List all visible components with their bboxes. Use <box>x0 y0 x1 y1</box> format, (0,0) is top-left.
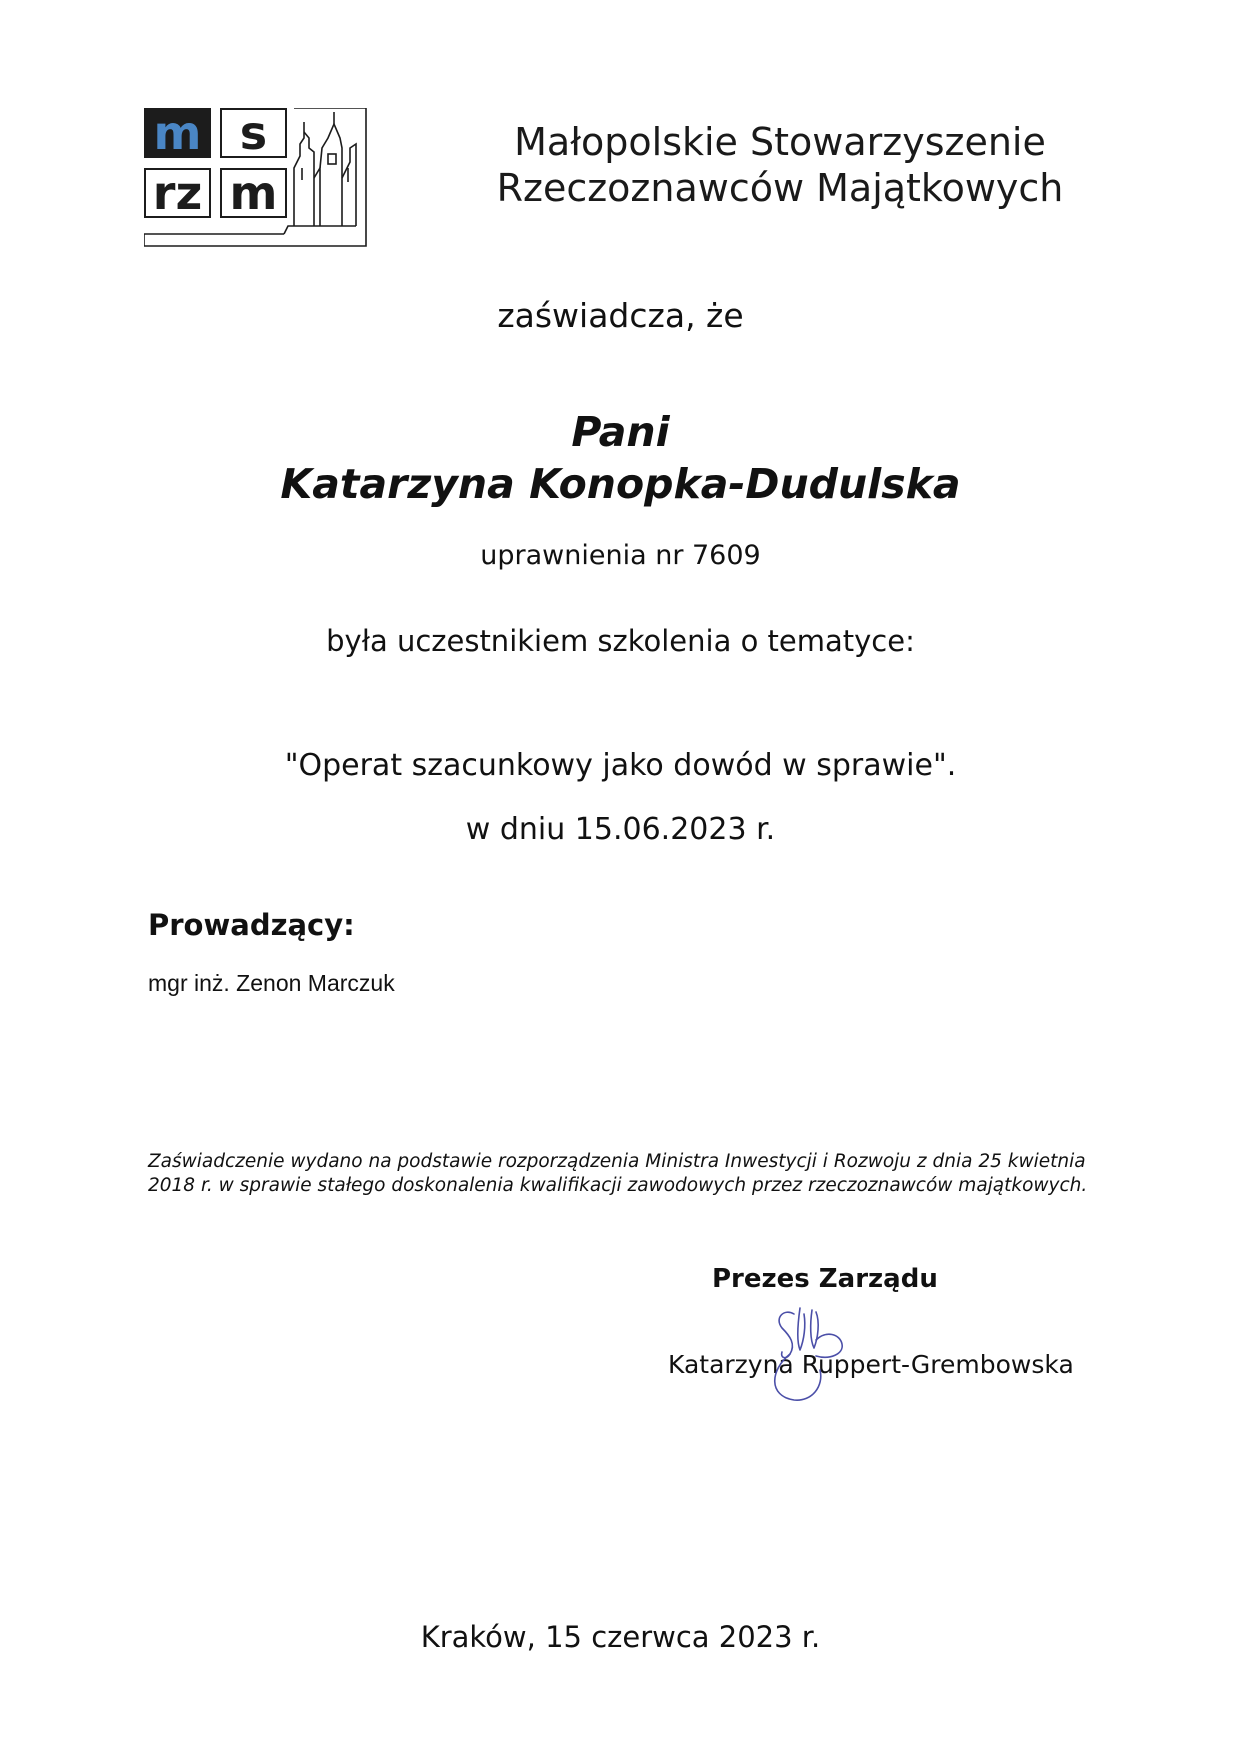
logo-letters-rz: rz <box>144 168 211 218</box>
legal-note-line-1: Zaświadczenie wydano na podstawie rozporządzenia Ministra Inwestycji i Rozwoju z dnia 25 kwietnia <box>148 1151 1086 1172</box>
logo-building-outline-icon <box>144 108 372 250</box>
legal-note-line-2: 2018 r. w sprawie stałego doskonalenia kwalifikacji zawodowych przez rzeczoznawców majątkowych. <box>148 1175 1088 1196</box>
handwritten-signature-icon <box>760 1300 870 1410</box>
signatory-role: Prezes Zarządu <box>712 1264 938 1294</box>
place-and-date: Kraków, 15 czerwca 2023 r. <box>420 1620 821 1654</box>
certifies-text: zaświadcza, że <box>497 296 744 335</box>
training-date: w dniu 15.06.2023 r. <box>465 812 776 847</box>
license-number: uprawnienia nr 7609 <box>480 540 761 571</box>
instructor-label: Prowadzący: <box>148 908 355 942</box>
legal-note <box>148 1150 1108 1198</box>
person-name: Katarzyna Konopka-Dudulska <box>280 460 961 508</box>
logo-letter-m: m <box>144 108 211 158</box>
signatory-name: Katarzyna Ruppert-Grembowska <box>668 1350 1074 1379</box>
organization-name-line-1: Małopolskie Stowarzyszenie <box>514 120 1046 164</box>
logo-letter-s: s <box>220 108 287 158</box>
person-title: Pani <box>571 408 670 456</box>
organization-name-line-2: Rzeczoznawców Majątkowych <box>496 166 1064 210</box>
logo-letter-m-second: m <box>220 168 287 218</box>
organization-logo <box>144 108 372 250</box>
training-topic: "Operat szacunkowy jako dowód w sprawie". <box>284 748 957 783</box>
participation-text: była uczestnikiem szkolenia o tematyce: <box>326 624 915 658</box>
instructor-name: mgr inż. Zenon Marczuk <box>148 970 395 996</box>
